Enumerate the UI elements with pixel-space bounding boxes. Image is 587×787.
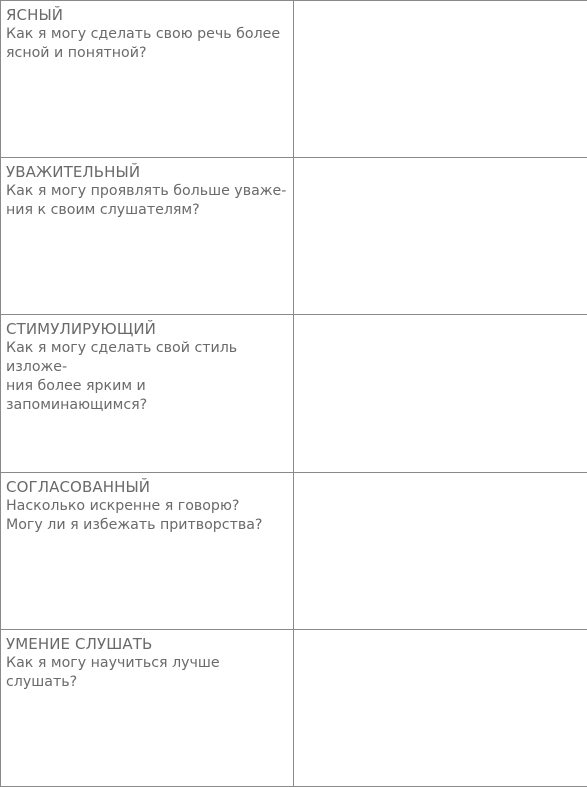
table-row	[1, 1, 587, 158]
table-row	[1, 629, 587, 786]
prompt-cell	[1, 1, 294, 158]
row-heading: УМЕНИЕ СЛУШАТЬ	[6, 634, 153, 653]
row-heading: СТИМУЛИРУЮЩИЙ	[6, 320, 156, 339]
row-question: Как я могу сделать свой стиль изложе- ния более ярким и запоминающимся?	[6, 340, 238, 414]
row-question: Как я могу проявлять больше уваже- ния к своим слушателям?	[6, 183, 287, 219]
prompt-cell	[1, 472, 294, 629]
row-heading: ЯСНЫЙ	[6, 6, 64, 24]
row-heading: УВАЖИТЕЛЬНЫЙ	[6, 163, 141, 182]
table-row	[1, 158, 587, 315]
row-question: Как я могу сделать свою речь более ясной и понятной?	[6, 26, 281, 61]
answer-cell[interactable]	[294, 315, 587, 472]
table-row	[1, 472, 587, 629]
answer-cell[interactable]	[294, 472, 587, 629]
table-row	[1, 315, 587, 472]
row-question: Насколько искренне я говорю? Могу ли я избежать притворства?	[6, 497, 263, 533]
row-heading: СОГЛАСОВАННЫЙ	[6, 477, 151, 496]
prompt-cell	[1, 158, 294, 315]
prompt-cell	[1, 315, 294, 472]
prompt-cell	[1, 629, 294, 786]
row-question: Как я могу научиться лучше слушать?	[6, 654, 220, 690]
answer-cell[interactable]	[294, 158, 587, 315]
answer-cell[interactable]	[294, 1, 587, 158]
answer-cell[interactable]	[294, 629, 587, 786]
